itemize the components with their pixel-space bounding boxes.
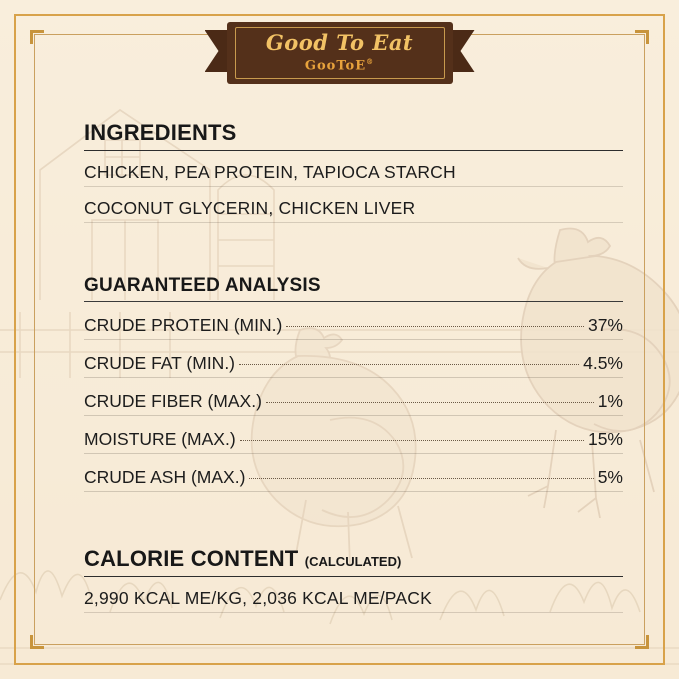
- corner-ornament-bottom-left: [30, 635, 44, 649]
- guaranteed-analysis-heading: GUARANTEED ANALYSIS: [84, 275, 623, 302]
- analysis-label: CRUDE ASH (MAX.): [84, 467, 246, 487]
- analysis-value: 15%: [587, 429, 623, 449]
- calorie-content-heading: [84, 546, 623, 577]
- analysis-label: CRUDE FIBER (MAX.): [84, 391, 262, 411]
- analysis-value: 37%: [587, 315, 623, 335]
- corner-ornament-top-left: [30, 30, 44, 44]
- calorie-content-heading-note: (CALCULATED): [304, 554, 402, 569]
- registered-mark: ®: [366, 57, 375, 66]
- calorie-content-section: [84, 546, 623, 613]
- analysis-value: 4.5%: [583, 353, 623, 373]
- dot-leader: [286, 325, 584, 327]
- guaranteed-analysis-section: [84, 275, 623, 492]
- label-content: [84, 120, 623, 613]
- brand-banner: [205, 16, 475, 90]
- analysis-row: [84, 429, 623, 454]
- dot-leader: [240, 439, 584, 441]
- brand-logo-text: [227, 57, 453, 73]
- analysis-label: MOISTURE (MAX.): [84, 429, 236, 449]
- analysis-label: CRUDE PROTEIN (MIN.): [84, 315, 283, 335]
- calorie-content-value: 2,990 KCAL ME/KG, 2,036 KCAL ME/PACK: [84, 588, 623, 613]
- dot-leader: [239, 363, 579, 365]
- dot-leader: [249, 477, 593, 479]
- analysis-row: [84, 353, 623, 378]
- analysis-value: 5%: [597, 467, 623, 487]
- analysis-value: 1%: [597, 391, 623, 411]
- corner-ornament-bottom-right: [635, 635, 649, 649]
- calorie-content-heading-text: CALORIE CONTENT: [84, 546, 299, 571]
- dot-leader: [266, 401, 594, 403]
- ingredients-line: COCONUT GLYCERIN, CHICKEN LIVER: [84, 198, 623, 223]
- brand-title: Good To Eat: [265, 30, 414, 55]
- analysis-row: [84, 467, 623, 492]
- corner-ornament-top-right: [635, 30, 649, 44]
- analysis-label: CRUDE FAT (MIN.): [84, 353, 236, 373]
- ingredients-heading: INGREDIENTS: [84, 120, 623, 151]
- analysis-row: [84, 391, 623, 416]
- ribbon-body: [227, 22, 453, 84]
- ingredients-section: [84, 120, 623, 223]
- ingredients-line: CHICKEN, PEA PROTEIN, TAPIOCA STARCH: [84, 162, 623, 187]
- brand-logo-word: GooToE: [304, 58, 367, 74]
- analysis-row: [84, 315, 623, 340]
